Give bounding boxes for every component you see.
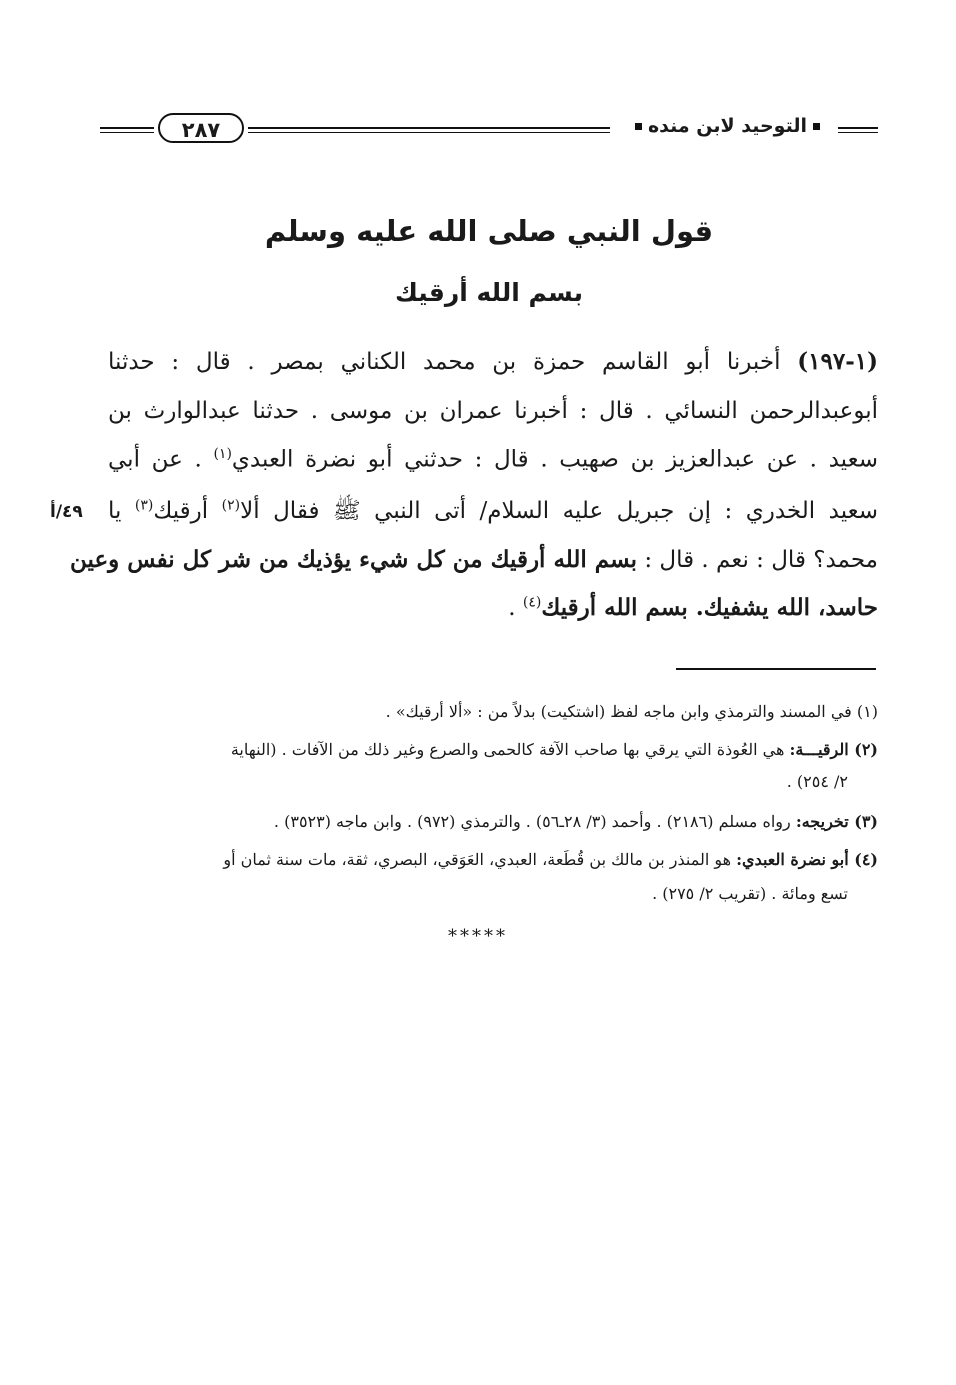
footnote-ref: (٣) (134, 497, 154, 514)
footnote-2: (٢) الرقيـــة: هي العُوذة التي يرقي بها صاحب الآفة كالحمى والصرع وغير ذلك من الآفات . (النهاية (230, 740, 878, 759)
header-rule-left (100, 127, 154, 133)
manuscript-folio-note: ٤٩/أ (50, 502, 83, 522)
footnote-4-continued: تسع ومائة . (تقريب ٢/ ٢٧٥) . (652, 884, 848, 903)
running-header (100, 113, 878, 147)
header-rule-middle (248, 127, 610, 133)
footnote-ref: (١) (213, 446, 232, 462)
book-title (629, 115, 826, 137)
page-number: ٢٨٧ (158, 113, 244, 143)
chapter-subtitle: بسم الله أرقيك (395, 278, 583, 307)
book-title-text: التوحيد لابن منده (647, 115, 807, 137)
footnote-2-continued: ٢/ ٢٥٤) . (786, 772, 848, 791)
header-rule-right (838, 127, 878, 133)
body-line: أبوعبدالرحمن النسائي . قال : أخبرنا عمران بن موسى . حدثنا عبدالوارث بن (108, 398, 878, 424)
body-line: سعيد . عن عبدالعزيز بن صهيب . قال : حدثني أبو نضرة العبدي$^{(١)}$ . عن أبي (108, 446, 878, 473)
body-line: (١-١٩٧) أخبرنا أبو القاسم حمزة بن محمد الكناني بمصر . قال : حدثنا (108, 348, 879, 375)
chapter-title: قول النبي صلى الله عليه وسلم (264, 214, 714, 248)
bullet-square-icon (813, 123, 820, 130)
footnote-3: (٣) تخريجه: رواه مسلم (٢١٨٦) . وأحمد (٣/ ٢٨ـ٥٦) . والترمذي (٩٧٢) . وابن ماجه (٣٥٢٣) . (273, 812, 878, 831)
footnote-1: (١) في المسند والترمذي وابن ماجه لفظ (اشتكيت) بدلاً من : «ألا أرقيك» . (385, 702, 878, 721)
end-marker: ***** (448, 926, 508, 947)
body-line: سعيد الخدري : إن جبريل عليه السلام/ أتى النبي ﷺ فقال ألا$^{(٢)}$ أرقيك$^{(٣)}$ يا (108, 497, 879, 524)
footnote-separator (676, 668, 876, 670)
bullet-square-icon (635, 123, 642, 130)
hadith-number: (١-١٩٧) (797, 348, 879, 375)
footnote-ref: (٢) (221, 497, 241, 514)
body-line: حاسد، الله يشفيك. بسم الله أرقيك$^{(٤)}$ . (508, 594, 878, 621)
body-line: محمد؟ قال : نعم . قال : بسم الله أرقيك من كل شيء يؤذيك من شر كل نفس وعين (70, 546, 878, 573)
footnote-ref: (٤) (522, 594, 542, 611)
footnote-4: (٤) أبو نضرة العبدي: هو المنذر بن مالك بن قُطَعة، العبدي، العَوَقي، البصري، ثقة، مات سنة ثمان أو (223, 850, 878, 869)
